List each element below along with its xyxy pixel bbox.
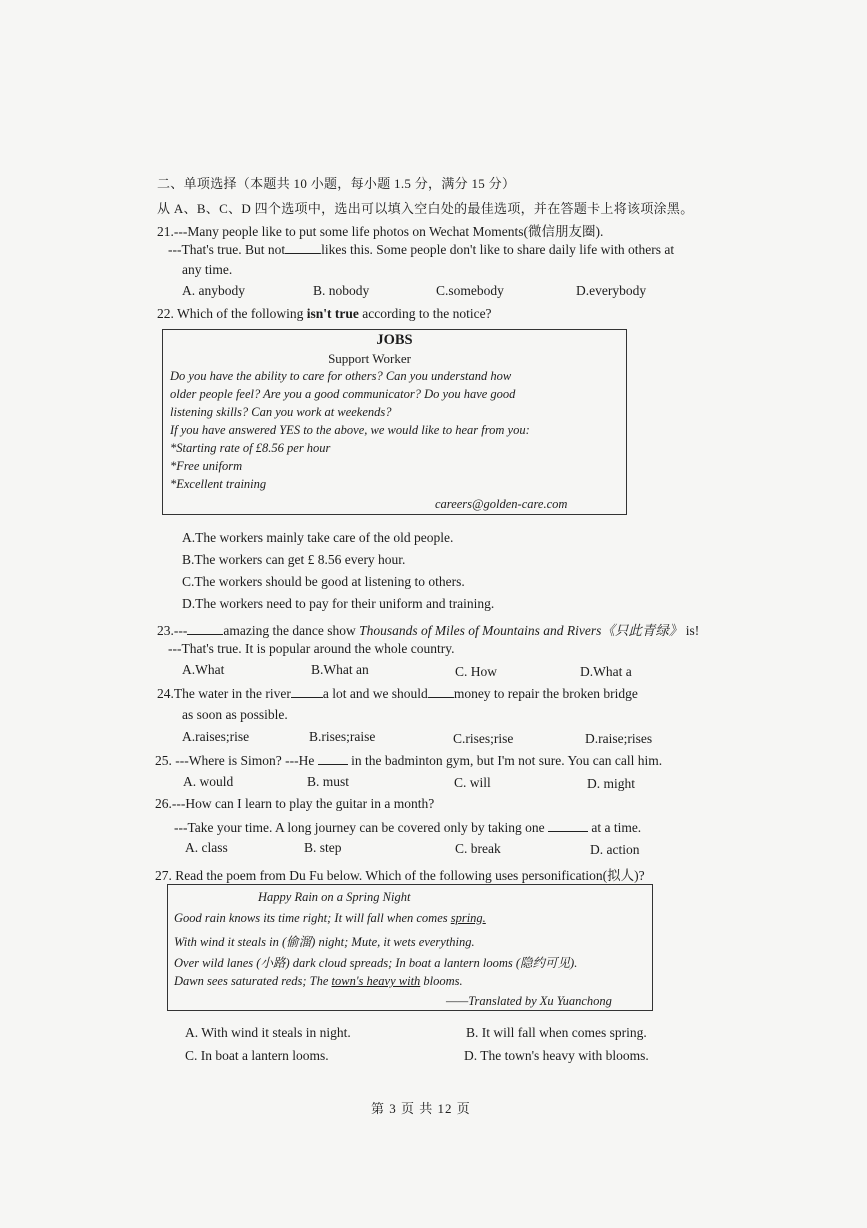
notice-subtitle: Support Worker — [328, 351, 411, 366]
q23-option-b: B.What an — [311, 662, 369, 677]
q24-option-b: B.rises;raise — [309, 729, 376, 744]
q26-line1: 26.---How can I learn to play the guitar in a month? — [155, 796, 435, 811]
q25-blank — [318, 752, 348, 765]
poem-title: Happy Rain on a Spring Night — [258, 890, 411, 904]
q26-blank — [548, 819, 588, 832]
q21-line1: 21.---Many people like to put some life photos on Wechat Moments(微信朋友圈). — [157, 224, 604, 239]
q22-stem: 22. Which of the following isn't true according to the notice? — [157, 306, 492, 321]
q23-option-a: A.What — [182, 662, 225, 677]
q21-option-b: B. nobody — [313, 283, 370, 298]
q27-stem: 27. Read the poem from Du Fu below. Which of the following uses personification(拟人)? — [155, 868, 645, 883]
q24-blank-2 — [428, 685, 454, 698]
q25-line1: 25. ---Where is Simon? ---He in the badminton gym, but I'm not sure. You can call him. — [155, 753, 663, 768]
notice-line: *Free uniform — [170, 459, 243, 473]
section-title: 二、单项选择（本题共 10 小题，每小题 1.5 分，满分 15 分） — [157, 176, 516, 191]
q22-option-a: A.The workers mainly take care of the old people. — [182, 530, 454, 545]
q27-option-d: D. The town's heavy with blooms. — [464, 1048, 649, 1063]
q23-option-d: D.What a — [580, 664, 632, 679]
notice-title: JOBS — [376, 332, 413, 348]
notice-line: listening skills? Can you work at weekends? — [170, 405, 392, 419]
q21-line2: ---That's true. But not likes this. Some people don't like to share daily life with others at — [168, 242, 675, 257]
q24-blank-1 — [291, 685, 323, 698]
q23-line2: ---That's true. It is popular around the whole country. — [168, 641, 455, 656]
q25-option-c: C. will — [454, 775, 491, 790]
q25-option-b: B. must — [307, 774, 350, 789]
q21-option-d: D.everybody — [576, 283, 647, 298]
notice-line: *Starting rate of £8.56 per hour — [170, 441, 331, 455]
q21-option-a: A. anybody — [182, 283, 245, 298]
q22-option-c: C.The workers should be good at listening to others. — [182, 574, 465, 589]
q22-option-b: B.The workers can get £ 8.56 every hour. — [182, 552, 406, 567]
q26-line2: ---Take your time. A long journey can be covered only by taking one at a time. — [174, 820, 642, 835]
page-number: 第 3 页 共 12 页 — [371, 1101, 471, 1116]
poem-line-3: Over wild lanes (小路) dark cloud spreads; In boat a lantern looms (隐约可见). — [174, 956, 578, 970]
q24-line2: as soon as possible. — [182, 707, 288, 722]
q25-option-a: A. would — [183, 774, 234, 789]
section-instruction: 从 A、B、C、D 四个选项中，选出可以填入空白处的最佳选项，并在答题卡上将该项涂黑。 — [157, 201, 694, 216]
q24-option-a: A.raises;rise — [182, 729, 250, 744]
q23-line1: 23.--- amazing the dance show Thousands of Miles of Mountains and Rivers《只此青绿》 is! — [157, 623, 700, 638]
q21-option-c: C.somebody — [436, 283, 504, 298]
q27-option-b: B. It will fall when comes spring. — [466, 1025, 647, 1040]
q27-option-c: C. In boat a lantern looms. — [185, 1048, 329, 1063]
poem-box — [167, 884, 653, 1011]
q26-option-b: B. step — [304, 840, 342, 855]
poem-credit: ——Translated by Xu Yuanchong — [446, 994, 612, 1008]
notice-line: older people feel? Are you a good communicator? Do you have good — [170, 387, 516, 401]
q27-option-a: A. With wind it steals in night. — [185, 1025, 351, 1040]
q25-option-d: D. might — [587, 776, 636, 791]
q24-line1: 24.The water in the river a lot and we should money to repair the broken bridge — [157, 686, 638, 701]
q24-option-c: C.rises;rise — [453, 731, 514, 746]
q22-option-d: D.The workers need to pay for their uniform and training. — [182, 596, 495, 611]
q21-line3: any time. — [182, 262, 233, 277]
poem-line-1: Good rain knows its time right; It will fall when comes spring. — [174, 911, 486, 925]
q23-blank — [187, 622, 223, 635]
poem-line-4: Dawn sees saturated reds; The town's heavy with blooms. — [174, 974, 463, 988]
notice-line: Do you have the ability to care for others? Can you understand how — [170, 369, 512, 383]
notice-line: *Excellent training — [170, 477, 267, 491]
q21-blank — [285, 241, 321, 254]
jobs-notice — [162, 329, 627, 515]
q24-option-d: D.raise;rises — [585, 731, 653, 746]
poem-line-2: With wind it steals in (偷溜) night; Mute, it wets everything. — [174, 935, 475, 949]
q26-option-c: C. break — [455, 841, 501, 856]
notice-line: If you have answered YES to the above, we would like to hear from you: — [170, 423, 530, 437]
q23-option-c: C. How — [455, 664, 498, 679]
q26-option-d: D. action — [590, 842, 640, 857]
q26-option-a: A. class — [185, 840, 228, 855]
notice-email: careers@golden-care.com — [435, 497, 568, 511]
